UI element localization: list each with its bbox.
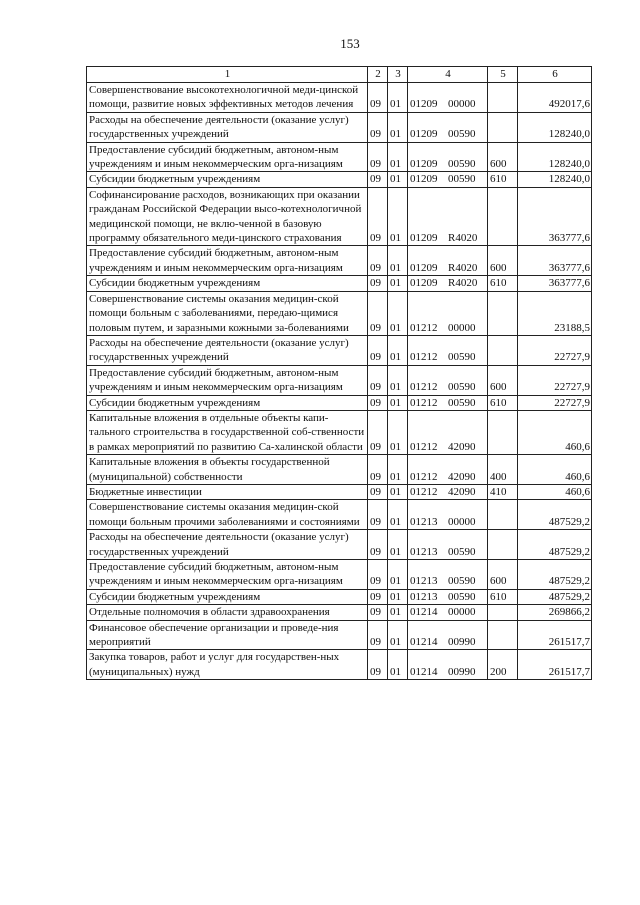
table-row bbox=[87, 410, 592, 454]
row-name-cell: Предоставление субсидий бюджетным, автоном-ным учреждениям и иным некоммерческим орга-низациям bbox=[87, 365, 368, 395]
row-name-cell: Капитальные вложения в объекты государственной (муниципальной) собственности bbox=[87, 455, 368, 485]
row-amount-cell: 363777,6 bbox=[518, 246, 592, 276]
row-section-cell: 09 bbox=[368, 589, 388, 604]
row-subsection-cell: 01 bbox=[388, 605, 408, 620]
row-target-article-cell bbox=[408, 142, 488, 172]
row-subsection-cell: 01 bbox=[388, 620, 408, 650]
table-row bbox=[87, 589, 592, 604]
target-article-direction-code: 00000 bbox=[448, 321, 476, 334]
row-amount-cell: 460,6 bbox=[518, 410, 592, 454]
target-article-program-code: 01212 bbox=[410, 351, 438, 364]
row-amount-cell: 487529,2 bbox=[518, 500, 592, 530]
header-col-6: 6 bbox=[518, 67, 592, 83]
row-expense-type-cell: 600 bbox=[488, 142, 518, 172]
row-section-cell: 09 bbox=[368, 335, 388, 365]
target-article-direction-code: R4020 bbox=[448, 232, 478, 245]
target-article-direction-code: 00590 bbox=[448, 575, 476, 588]
row-name-cell: Субсидии бюджетным учреждениям bbox=[87, 276, 368, 291]
target-article-direction-code: 00590 bbox=[448, 351, 476, 364]
row-amount-cell: 487529,2 bbox=[518, 560, 592, 590]
row-section-cell: 09 bbox=[368, 560, 388, 590]
target-article-program-code: 01209 bbox=[410, 277, 438, 290]
row-section-cell: 09 bbox=[368, 172, 388, 187]
row-name-cell: Совершенствование высокотехнологичной меди-цинской помощи, развитие новых эффективных методов лечения bbox=[87, 83, 368, 113]
row-expense-type-cell: 610 bbox=[488, 395, 518, 410]
row-amount-cell: 460,6 bbox=[518, 455, 592, 485]
row-name-cell: Расходы на обеспечение деятельности (оказание услуг) государственных учреждений bbox=[87, 112, 368, 142]
row-expense-type-cell bbox=[488, 620, 518, 650]
row-name-cell: Совершенствование системы оказания медицин-ской помощи больным прочими заболеваниями и состояниями bbox=[87, 500, 368, 530]
row-target-article-cell bbox=[408, 335, 488, 365]
row-target-article-cell bbox=[408, 650, 488, 680]
table-row bbox=[87, 500, 592, 530]
row-section-cell: 09 bbox=[368, 187, 388, 246]
target-article-program-code: 01209 bbox=[410, 173, 438, 186]
table-row bbox=[87, 335, 592, 365]
row-section-cell: 09 bbox=[368, 83, 388, 113]
target-article-direction-code: 42090 bbox=[448, 440, 476, 453]
target-article-program-code: 01212 bbox=[410, 396, 438, 409]
target-article-program-code: 01209 bbox=[410, 98, 438, 111]
row-subsection-cell: 01 bbox=[388, 112, 408, 142]
row-subsection-cell: 01 bbox=[388, 650, 408, 680]
row-name-cell: Предоставление субсидий бюджетным, автоном-ным учреждениям и иным некоммерческим орга-низациям bbox=[87, 560, 368, 590]
row-target-article-cell bbox=[408, 589, 488, 604]
table-row bbox=[87, 246, 592, 276]
header-col-1: 1 bbox=[87, 67, 368, 83]
target-article-direction-code: 42090 bbox=[448, 470, 476, 483]
row-subsection-cell: 01 bbox=[388, 560, 408, 590]
row-target-article-cell bbox=[408, 500, 488, 530]
row-subsection-cell: 01 bbox=[388, 530, 408, 560]
row-target-article-cell bbox=[408, 395, 488, 410]
table-row bbox=[87, 650, 592, 680]
row-name-cell: Финансовое обеспечение организации и проведе-ния мероприятий bbox=[87, 620, 368, 650]
table-row bbox=[87, 172, 592, 187]
row-amount-cell: 261517,7 bbox=[518, 620, 592, 650]
row-section-cell: 09 bbox=[368, 246, 388, 276]
row-expense-type-cell: 610 bbox=[488, 589, 518, 604]
row-target-article-cell bbox=[408, 83, 488, 113]
row-amount-cell: 487529,2 bbox=[518, 530, 592, 560]
row-expense-type-cell bbox=[488, 605, 518, 620]
target-article-program-code: 01214 bbox=[410, 606, 438, 619]
row-name-cell: Предоставление субсидий бюджетным, автоном-ным учреждениям и иным некоммерческим орга-низациям bbox=[87, 246, 368, 276]
table-row bbox=[87, 455, 592, 485]
row-subsection-cell: 01 bbox=[388, 276, 408, 291]
row-expense-type-cell bbox=[488, 335, 518, 365]
target-article-program-code: 01212 bbox=[410, 440, 438, 453]
target-article-direction-code: 00990 bbox=[448, 665, 476, 678]
row-amount-cell: 269866,2 bbox=[518, 605, 592, 620]
row-expense-type-cell: 610 bbox=[488, 276, 518, 291]
table-row bbox=[87, 620, 592, 650]
row-amount-cell: 23188,5 bbox=[518, 291, 592, 335]
row-subsection-cell: 01 bbox=[388, 589, 408, 604]
row-section-cell: 09 bbox=[368, 484, 388, 499]
row-amount-cell: 22727,9 bbox=[518, 335, 592, 365]
target-article-program-code: 01212 bbox=[410, 485, 438, 498]
table-body bbox=[87, 83, 592, 680]
row-target-article-cell bbox=[408, 605, 488, 620]
row-subsection-cell: 01 bbox=[388, 142, 408, 172]
row-section-cell: 09 bbox=[368, 112, 388, 142]
row-section-cell: 09 bbox=[368, 365, 388, 395]
row-expense-type-cell bbox=[488, 530, 518, 560]
target-article-program-code: 01213 bbox=[410, 590, 438, 603]
target-article-direction-code: 00000 bbox=[448, 606, 476, 619]
header-col-3: 3 bbox=[388, 67, 408, 83]
target-article-program-code: 01213 bbox=[410, 575, 438, 588]
row-amount-cell: 128240,0 bbox=[518, 112, 592, 142]
row-subsection-cell: 01 bbox=[388, 484, 408, 499]
header-col-5: 5 bbox=[488, 67, 518, 83]
row-subsection-cell: 01 bbox=[388, 500, 408, 530]
row-expense-type-cell: 410 bbox=[488, 484, 518, 499]
row-amount-cell: 22727,9 bbox=[518, 395, 592, 410]
table-row bbox=[87, 142, 592, 172]
row-section-cell: 09 bbox=[368, 142, 388, 172]
row-name-cell: Закупка товаров, работ и услуг для государствен-ных (муниципальных) нужд bbox=[87, 650, 368, 680]
row-subsection-cell: 01 bbox=[388, 395, 408, 410]
table-row bbox=[87, 276, 592, 291]
row-target-article-cell bbox=[408, 455, 488, 485]
row-amount-cell: 128240,0 bbox=[518, 172, 592, 187]
budget-table bbox=[86, 66, 592, 680]
target-article-program-code: 01214 bbox=[410, 636, 438, 649]
row-target-article-cell bbox=[408, 187, 488, 246]
target-article-program-code: 01212 bbox=[410, 470, 438, 483]
target-article-direction-code: 00590 bbox=[448, 545, 476, 558]
table-row bbox=[87, 605, 592, 620]
row-section-cell: 09 bbox=[368, 410, 388, 454]
table-row bbox=[87, 83, 592, 113]
row-expense-type-cell: 200 bbox=[488, 650, 518, 680]
row-expense-type-cell: 600 bbox=[488, 560, 518, 590]
row-section-cell: 09 bbox=[368, 291, 388, 335]
row-expense-type-cell bbox=[488, 410, 518, 454]
table-row bbox=[87, 365, 592, 395]
row-amount-cell: 460,6 bbox=[518, 484, 592, 499]
row-expense-type-cell: 600 bbox=[488, 365, 518, 395]
row-target-article-cell bbox=[408, 410, 488, 454]
row-target-article-cell bbox=[408, 291, 488, 335]
target-article-direction-code: R4020 bbox=[448, 261, 478, 274]
row-amount-cell: 128240,0 bbox=[518, 142, 592, 172]
row-name-cell: Субсидии бюджетным учреждениям bbox=[87, 172, 368, 187]
row-expense-type-cell: 600 bbox=[488, 246, 518, 276]
row-name-cell: Капитальные вложения в отдельные объекты капи-тального строительства в государственной соб-ственности в рамках мероприятий по развитию Са-халинской области bbox=[87, 410, 368, 454]
table-row bbox=[87, 530, 592, 560]
row-expense-type-cell bbox=[488, 500, 518, 530]
row-section-cell: 09 bbox=[368, 620, 388, 650]
row-expense-type-cell bbox=[488, 187, 518, 246]
row-section-cell: 09 bbox=[368, 605, 388, 620]
row-target-article-cell bbox=[408, 276, 488, 291]
row-section-cell: 09 bbox=[368, 395, 388, 410]
target-article-direction-code: 00590 bbox=[448, 173, 476, 186]
row-expense-type-cell bbox=[488, 112, 518, 142]
table-row bbox=[87, 187, 592, 246]
row-subsection-cell: 01 bbox=[388, 365, 408, 395]
row-subsection-cell: 01 bbox=[388, 172, 408, 187]
target-article-program-code: 01212 bbox=[410, 381, 438, 394]
table-row bbox=[87, 112, 592, 142]
target-article-program-code: 01212 bbox=[410, 321, 438, 334]
row-target-article-cell bbox=[408, 530, 488, 560]
row-subsection-cell: 01 bbox=[388, 455, 408, 485]
row-amount-cell: 487529,2 bbox=[518, 589, 592, 604]
row-subsection-cell: 01 bbox=[388, 291, 408, 335]
table-row bbox=[87, 395, 592, 410]
row-expense-type-cell bbox=[488, 291, 518, 335]
row-subsection-cell: 01 bbox=[388, 187, 408, 246]
table-header-row bbox=[87, 67, 592, 83]
row-target-article-cell bbox=[408, 112, 488, 142]
target-article-direction-code: 00590 bbox=[448, 396, 476, 409]
row-expense-type-cell bbox=[488, 83, 518, 113]
target-article-program-code: 01213 bbox=[410, 515, 438, 528]
target-article-direction-code: 00590 bbox=[448, 158, 476, 171]
target-article-program-code: 01214 bbox=[410, 665, 438, 678]
target-article-program-code: 01209 bbox=[410, 158, 438, 171]
target-article-direction-code: 00000 bbox=[448, 98, 476, 111]
row-name-cell: Расходы на обеспечение деятельности (оказание услуг) государственных учреждений bbox=[87, 530, 368, 560]
target-article-direction-code: 00590 bbox=[448, 590, 476, 603]
row-amount-cell: 22727,9 bbox=[518, 365, 592, 395]
row-subsection-cell: 01 bbox=[388, 335, 408, 365]
target-article-direction-code: 00590 bbox=[448, 128, 476, 141]
row-name-cell: Совершенствование системы оказания медицин-ской помощи больным с заболеваниями, передаю-щимися половым путем, и заразными кожными за-болеваниями bbox=[87, 291, 368, 335]
row-amount-cell: 492017,6 bbox=[518, 83, 592, 113]
target-article-program-code: 01209 bbox=[410, 232, 438, 245]
row-target-article-cell bbox=[408, 620, 488, 650]
target-article-program-code: 01213 bbox=[410, 545, 438, 558]
target-article-direction-code: 00000 bbox=[448, 515, 476, 528]
table-row bbox=[87, 484, 592, 499]
row-name-cell: Отдельные полномочия в области здравоохранения bbox=[87, 605, 368, 620]
row-section-cell: 09 bbox=[368, 530, 388, 560]
row-amount-cell: 363777,6 bbox=[518, 276, 592, 291]
row-target-article-cell bbox=[408, 246, 488, 276]
row-name-cell: Софинансирование расходов, возникающих при оказании гражданам Российской Федерации высо-котехнологичной медицинской помощи, не вклю-ченной в базовую программу обязательного меди-цинского страхования bbox=[87, 187, 368, 246]
row-target-article-cell bbox=[408, 484, 488, 499]
target-article-program-code: 01209 bbox=[410, 128, 438, 141]
target-article-direction-code: 00590 bbox=[448, 381, 476, 394]
target-article-direction-code: R4020 bbox=[448, 277, 478, 290]
row-name-cell: Бюджетные инвестиции bbox=[87, 484, 368, 499]
header-col-4: 4 bbox=[408, 67, 488, 83]
row-amount-cell: 363777,6 bbox=[518, 187, 592, 246]
row-subsection-cell: 01 bbox=[388, 83, 408, 113]
target-article-program-code: 01209 bbox=[410, 261, 438, 274]
page-number: 153 bbox=[340, 36, 360, 51]
target-article-direction-code: 42090 bbox=[448, 485, 476, 498]
row-section-cell: 09 bbox=[368, 500, 388, 530]
target-article-direction-code: 00990 bbox=[448, 636, 476, 649]
row-name-cell: Субсидии бюджетным учреждениям bbox=[87, 589, 368, 604]
row-name-cell: Субсидии бюджетным учреждениям bbox=[87, 395, 368, 410]
row-section-cell: 09 bbox=[368, 650, 388, 680]
row-expense-type-cell: 610 bbox=[488, 172, 518, 187]
row-name-cell: Предоставление субсидий бюджетным, автоном-ным учреждениям и иным некоммерческим орга-низациям bbox=[87, 142, 368, 172]
row-name-cell: Расходы на обеспечение деятельности (оказание услуг) государственных учреждений bbox=[87, 335, 368, 365]
row-target-article-cell bbox=[408, 560, 488, 590]
row-subsection-cell: 01 bbox=[388, 410, 408, 454]
row-expense-type-cell: 400 bbox=[488, 455, 518, 485]
header-col-2: 2 bbox=[368, 67, 388, 83]
row-subsection-cell: 01 bbox=[388, 246, 408, 276]
table-row bbox=[87, 291, 592, 335]
row-amount-cell: 261517,7 bbox=[518, 650, 592, 680]
row-target-article-cell bbox=[408, 172, 488, 187]
row-target-article-cell bbox=[408, 365, 488, 395]
row-section-cell: 09 bbox=[368, 276, 388, 291]
table-row bbox=[87, 560, 592, 590]
row-section-cell: 09 bbox=[368, 455, 388, 485]
